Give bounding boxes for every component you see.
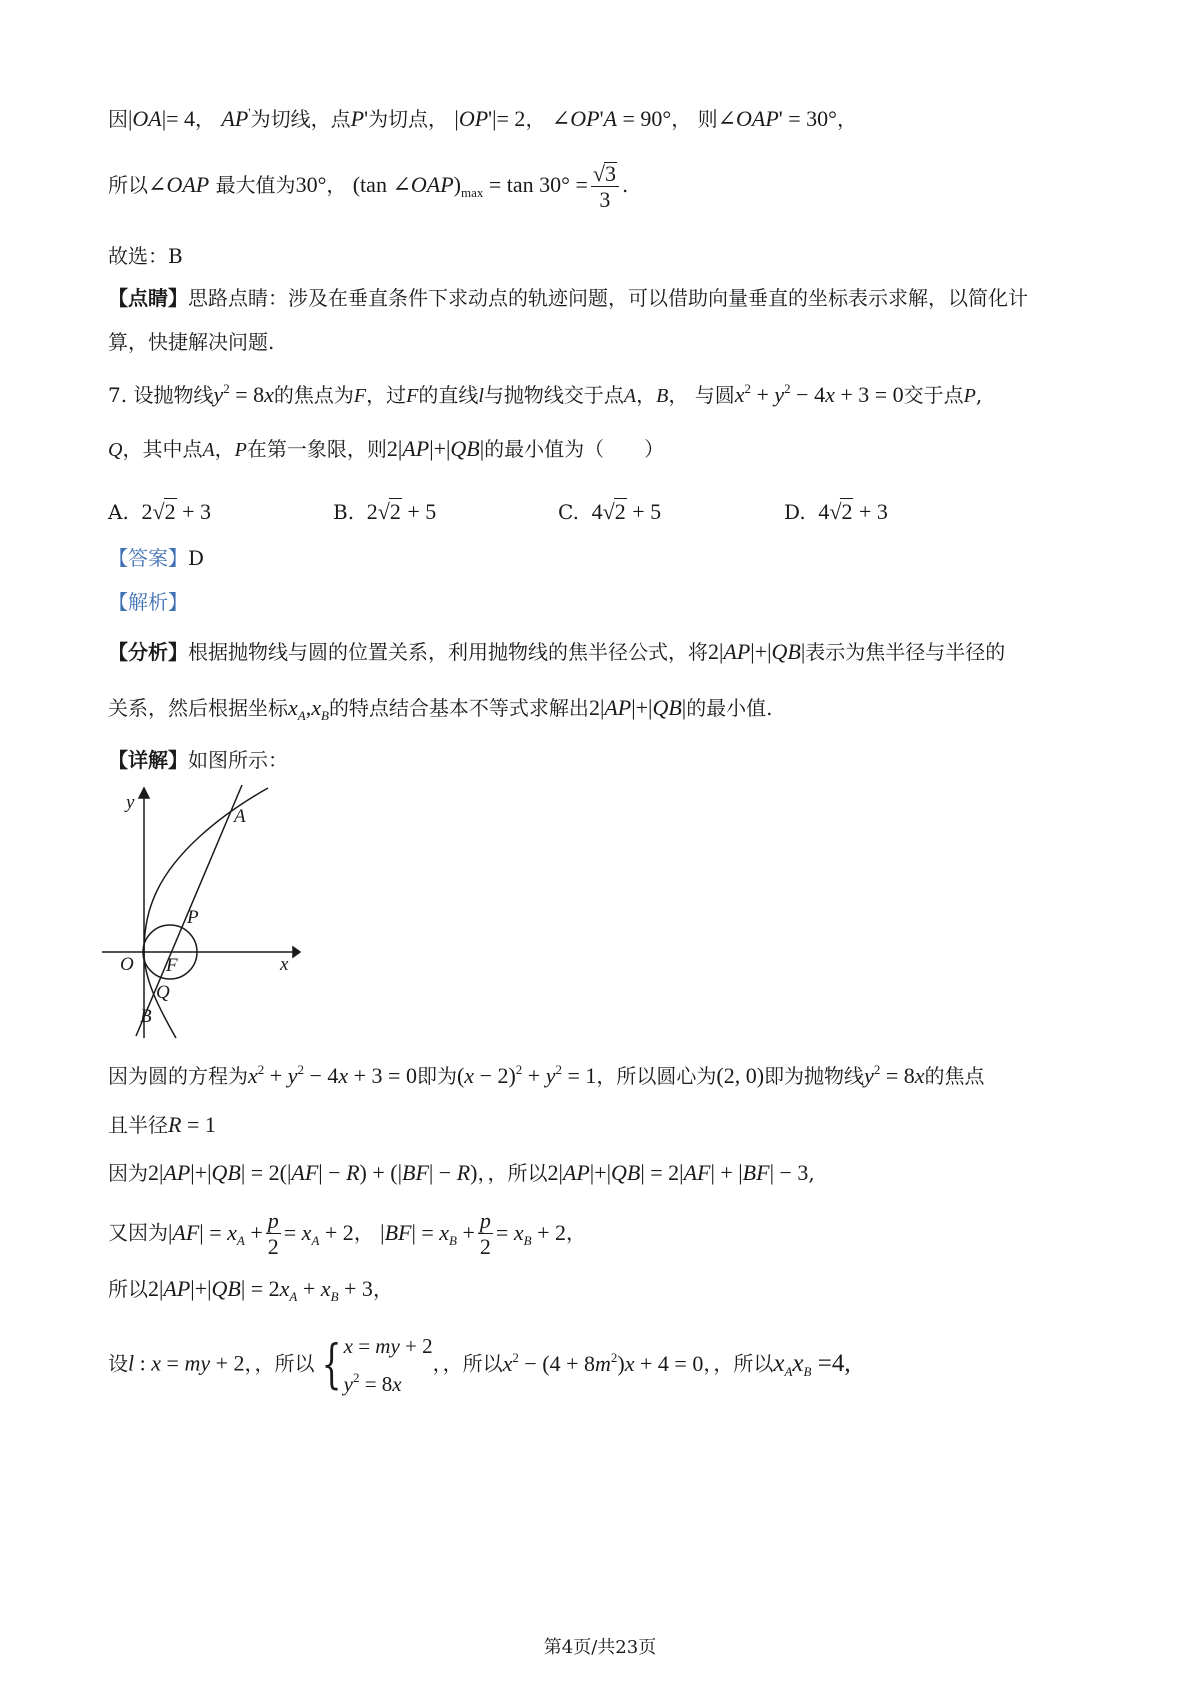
- dianjing-line-2: 算，快捷解决问题.: [108, 330, 275, 354]
- option-c[interactable]: C. 4√2 + 5: [558, 499, 662, 524]
- text: 的特点结合基本不等式求解出: [328, 696, 589, 720]
- text: 交于点: [903, 383, 964, 407]
- coef: 2: [366, 499, 378, 524]
- text: 设抛物线: [133, 383, 214, 407]
- label-b: B: [140, 1006, 152, 1027]
- text: 所以: [108, 1277, 148, 1301]
- radicand: 2: [841, 499, 853, 524]
- label-p: P: [187, 907, 199, 928]
- text: 其中点: [142, 437, 203, 461]
- text: ，所以: [442, 1351, 503, 1376]
- text: 关系，然后根据坐标: [108, 696, 288, 720]
- text-line-1: 因|OA|= 4， AP'为切线，点P'为切点， |OP'|= 2， ∠OP'A = 90°， 则∠OAP' = 30°，: [108, 105, 857, 131]
- fenxi-label: 【分析】: [108, 640, 188, 664]
- question-7-line-1: 7. 设抛物线$y^2 = 8x$的焦点为F，过F的直线l与抛物线交于点A，B， 与圆$x^2 + y^2 - 4x + 3 = 0$交于点P,: [108, 381, 983, 407]
- xiangjie-label: 【详解】: [108, 748, 188, 772]
- xiangjie-line: [108, 750, 288, 770]
- text: 思路点睛：涉及在垂直条件下求动点的轨迹问题，可以借助向量垂直的坐标表示求解，以简化计: [188, 286, 1028, 310]
- text: 与圆: [694, 383, 735, 407]
- radicand: 2: [389, 499, 401, 524]
- option-label: D.: [784, 500, 806, 524]
- solution-line-1: 因为圆的方程为$x^2 + y^2 - 4x + 3 = 0$即为$(x - 2)^2 + y^2 = 1$，所以圆心为(2, 0)即为抛物线$y^2 = 8x$的焦点: [108, 1062, 985, 1088]
- label-y: y: [126, 792, 135, 813]
- text: 为切线，点: [250, 107, 351, 131]
- text: ，所以圆心为: [596, 1064, 717, 1088]
- text: 则: [697, 107, 718, 131]
- fenxi-line-2: 关系，然后根据坐标$x_A,x_B$的特点结合基本不等式求解出2|AP|+|QB|的最小值.: [108, 695, 773, 723]
- text: 的焦点: [924, 1064, 985, 1088]
- subscript: max: [460, 185, 484, 200]
- label-o: O: [120, 954, 134, 975]
- coef: 4: [591, 499, 603, 524]
- label-a: A: [234, 806, 246, 827]
- text: 的最小值为（ ）: [484, 437, 665, 461]
- text: 即为抛物线: [764, 1064, 865, 1088]
- text: 设: [108, 1351, 128, 1376]
- term: + 3: [182, 499, 212, 524]
- solution-line-6: 设l : x = my + 2，，所以 { x = my + 2 $y^2 = 8x$，，所以$x^2 - (4 + 8m^2)x + 4 = 0$，，所以$x_Ax_B =4$,: [108, 1334, 851, 1396]
- question-number: 7.: [108, 383, 128, 407]
- option-d[interactable]: D. 4√2 + 3: [784, 499, 888, 524]
- coef: 4: [818, 499, 830, 524]
- text: 在第一象限，则: [246, 437, 387, 461]
- text: 即为: [416, 1064, 457, 1088]
- term: + 3: [858, 499, 888, 524]
- radicand: 2: [614, 499, 626, 524]
- jiexi-label: 【解析】: [108, 590, 188, 614]
- text: ，所以: [487, 1161, 548, 1185]
- term: + 5: [632, 499, 662, 524]
- text: 的焦点为: [273, 383, 354, 407]
- solution-line-2: 且半径R = 1: [108, 1112, 216, 1137]
- text: 因: [108, 107, 128, 131]
- dianjing-line-1: [108, 288, 1028, 308]
- answer-label: 【答案】: [108, 546, 188, 570]
- text: 为切点，: [368, 107, 449, 131]
- text: 因为圆的方程为: [108, 1064, 248, 1088]
- coef: 2: [141, 499, 153, 524]
- text: 最大值为: [215, 173, 296, 197]
- solution-line-5: 所以$2|AP|+|QB| = 2x_A + x_B + 3$，: [108, 1276, 393, 1304]
- text: 过: [386, 383, 407, 407]
- x-axis-arrow: [293, 947, 300, 957]
- text: 所以: [108, 173, 148, 197]
- label-x: x: [280, 954, 289, 975]
- dianjing-label: 【点睛】: [108, 286, 188, 310]
- option-b[interactable]: B. 2√2 + 5: [333, 499, 437, 524]
- text: ，所以: [254, 1351, 315, 1376]
- text: ，所以: [713, 1351, 774, 1376]
- text: 的直线: [418, 383, 479, 407]
- text: 表示为焦半径与半径的: [805, 640, 1006, 664]
- label-q: Q: [156, 982, 170, 1003]
- solution-line-4: 又因为$|AF| = x_A$ + $\frac{p}{2}$ = $x_A + 2$， $|BF| = x_B$ + $\frac{p}{2}$ = $x_B + 2$，: [108, 1208, 586, 1259]
- label-f: F: [166, 955, 178, 976]
- text: 又因为: [108, 1220, 168, 1245]
- fenxi-line-1: 【分析】根据抛物线与圆的位置关系，利用抛物线的焦半径公式，将2|AP|+|QB|表示为焦半径与半径的: [108, 639, 1006, 664]
- option-a[interactable]: A. 2√2 + 3: [108, 499, 212, 524]
- text-line-2: 所以∠OAP 最大值为30°， (tan $\angle OAP)_{max} = \tan 30^\circ$ = $\frac{√3}{3}$ .: [108, 161, 629, 212]
- term: + 5: [407, 499, 437, 524]
- parabola-circle-figure: [100, 780, 310, 1045]
- radicand: 2: [164, 499, 176, 524]
- text: 如图所示：: [188, 748, 288, 772]
- text: 根据抛物线与圆的位置关系，利用抛物线的焦半径公式，将: [188, 640, 708, 664]
- text-line-3: 故选：B: [108, 244, 183, 268]
- solution-line-3: 因为2|AP|+|QB| = 2(|AF| − R) + (|BF| − R)，，所以2|AP|+|QB| = 2|AF| + |BF| − 3,: [108, 1160, 815, 1185]
- answer-line: [108, 548, 204, 568]
- y-axis-arrow: [139, 788, 149, 798]
- option-label: C.: [558, 500, 579, 524]
- page-footer: 第4页/共23页: [543, 1637, 657, 1658]
- text: 与抛物线交于点: [483, 383, 624, 407]
- question-7-line-2: Q，其中点A，P在第一象限，则2|AP|+|QB|的最小值为（ ）: [108, 436, 665, 461]
- option-label: A.: [108, 500, 129, 524]
- answer-value: D: [188, 546, 205, 570]
- text: 且半径: [108, 1113, 168, 1137]
- option-label: B.: [333, 500, 355, 524]
- text: 因为: [108, 1161, 148, 1185]
- text: 的最小值.: [686, 696, 773, 720]
